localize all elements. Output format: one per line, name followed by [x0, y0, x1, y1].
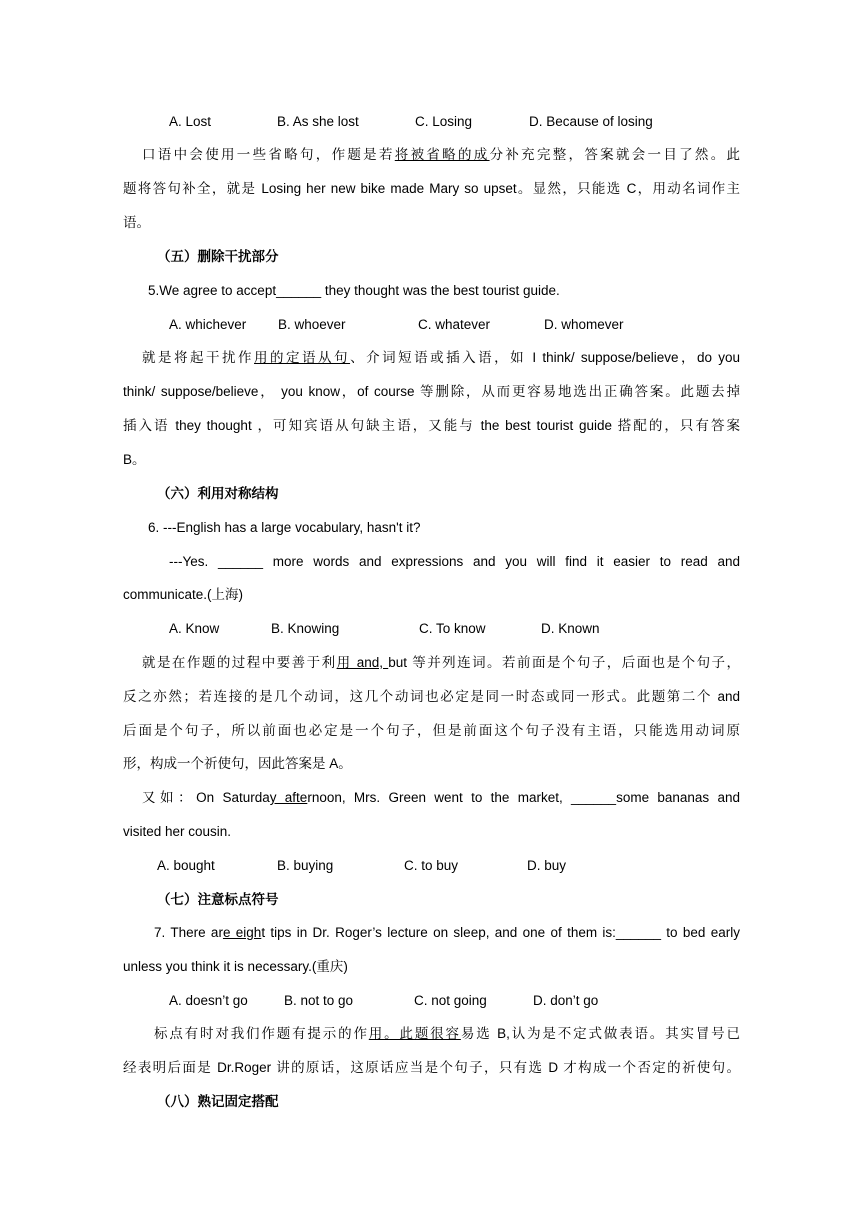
text-run: 口语中会使用一些省略句，作题是若	[142, 147, 395, 162]
underlined-run: 用 and,	[336, 655, 389, 670]
underlined-run: 将被省略的成	[394, 147, 490, 162]
q7-option-b: B. not to go	[284, 993, 354, 1008]
text-run: 就是在作题的过程中要善于利	[142, 655, 337, 670]
q6-explanation-line-4: 形，构成一个祈使句，因此答案是 A。	[123, 756, 352, 771]
section-heading-7: （七）注意标点符号	[157, 892, 279, 907]
q6-option-d: D. Known	[541, 621, 600, 636]
q7-option-d: D. don’t go	[533, 993, 599, 1008]
q6-explanation-line-1	[142, 654, 740, 672]
q6-example-option-a: A. bought	[157, 858, 215, 873]
section-heading-5: （五）删除干扰部分	[157, 249, 279, 264]
text-run: rnoon, Mrs. Green went to the market, ______some bananas and	[307, 790, 741, 805]
q5-option-c: C. whatever	[418, 317, 491, 332]
q6-explanation-line-3: 后面是个句子，所以前面也必定是一个句子，但是前面这个句子没有主语，只能选用动词原	[123, 723, 740, 738]
text-run: 标点有时对我们作题有提示的作	[154, 1026, 369, 1041]
q7-explanation-line-1	[154, 1025, 740, 1043]
q4-explanation-line-1	[142, 146, 740, 164]
q7-stem-line-1	[154, 924, 740, 942]
text-run: 、介词短语或插入语，如 I think/ suppose/believe，do you	[350, 350, 741, 365]
q6-option-c: C. To know	[419, 621, 486, 636]
q6-explanation-line-2: 反之亦然；若连接的是几个动词，这几个动词也必定是同一时态或同一形式。此题第二个 and	[123, 689, 740, 704]
q5-explanation-line-4: B。	[123, 452, 146, 467]
q7-option-a: A. doesn’t go	[169, 993, 248, 1008]
section-heading-8: （八）熟记固定搭配	[157, 1094, 279, 1109]
underlined-run: y afte	[269, 790, 308, 805]
text-run: 分补充完整，答案就会一目了然。此	[489, 147, 741, 162]
q5-explanation-line-2: think/ suppose/believe， you know，of course 等删除，从而更容易地选出正确答案。此题去掉	[123, 384, 740, 399]
q6-stem-line-1: 6. ---English has a large vocabulary, hasn't it?	[148, 520, 421, 535]
q4-option-d: D. Because of losing	[529, 114, 653, 129]
q4-option-b: B. As she lost	[277, 114, 359, 129]
q6-example-line-2: visited her cousin.	[123, 824, 232, 839]
q6-example-line-1	[142, 789, 740, 807]
q5-stem: 5.We agree to accept______ they thought was the best tourist guide.	[148, 283, 560, 298]
q6-example-option-c: C. to buy	[404, 858, 459, 873]
underlined-run: e eigh	[222, 925, 262, 940]
q4-explanation-line-2: 题将答句补全，就是 Losing her new bike made Mary so upset。显然，只能选 C，用动名词作主	[123, 181, 740, 196]
q6-option-b: B. Knowing	[271, 621, 340, 636]
q5-option-b: B. whoever	[278, 317, 346, 332]
q6-example-option-b: B. buying	[277, 858, 334, 873]
q7-stem-line-2: unless you think it is necessary.(重庆)	[123, 959, 348, 974]
text-run: 7. There ar	[154, 925, 223, 940]
q6-stem-line-3: communicate.(上海)	[123, 587, 244, 602]
q5-explanation-line-3: 插入语 they thought ，可知宾语从句缺主语，又能与 the best tourist guide 搭配的，只有答案	[123, 418, 740, 433]
q5-option-d: D. whomever	[544, 317, 624, 332]
q4-explanation-line-3: 语。	[123, 215, 150, 230]
q6-stem-line-2: ---Yes. ______ more words and expressions and you will find it easier to read and	[169, 554, 740, 569]
text-run: 又如：On Saturda	[142, 790, 270, 805]
text-run: but 等并列连词。若前面是个句子，后面也是个句子，	[388, 655, 741, 670]
text-run: 易选 B,认为是不定式做表语。其实冒号已	[460, 1026, 741, 1041]
section-heading-6: （六）利用对称结构	[157, 486, 279, 501]
underlined-run: 用。此题很容	[368, 1026, 461, 1041]
q6-example-option-d: D. buy	[527, 858, 567, 873]
q6-option-a: A. Know	[169, 621, 220, 636]
text-run: 就是将起干扰作	[142, 350, 255, 365]
q7-explanation-line-2: 经表明后面是 Dr.Roger 讲的原话，这原话应当是个句子，只有选 D 才构成一个否定的祈使句。	[123, 1060, 740, 1075]
underlined-run: 用的定语从句	[254, 350, 351, 365]
q5-option-a: A. whichever	[169, 317, 247, 332]
q7-option-c: C. not going	[414, 993, 487, 1008]
q5-explanation-line-1	[142, 349, 740, 367]
q4-option-c: C. Losing	[415, 114, 473, 129]
text-run: t tips in Dr. Roger’s lecture on sleep, and one of them is:______ to bed early	[261, 925, 740, 940]
q4-option-a: A. Lost	[169, 114, 212, 129]
